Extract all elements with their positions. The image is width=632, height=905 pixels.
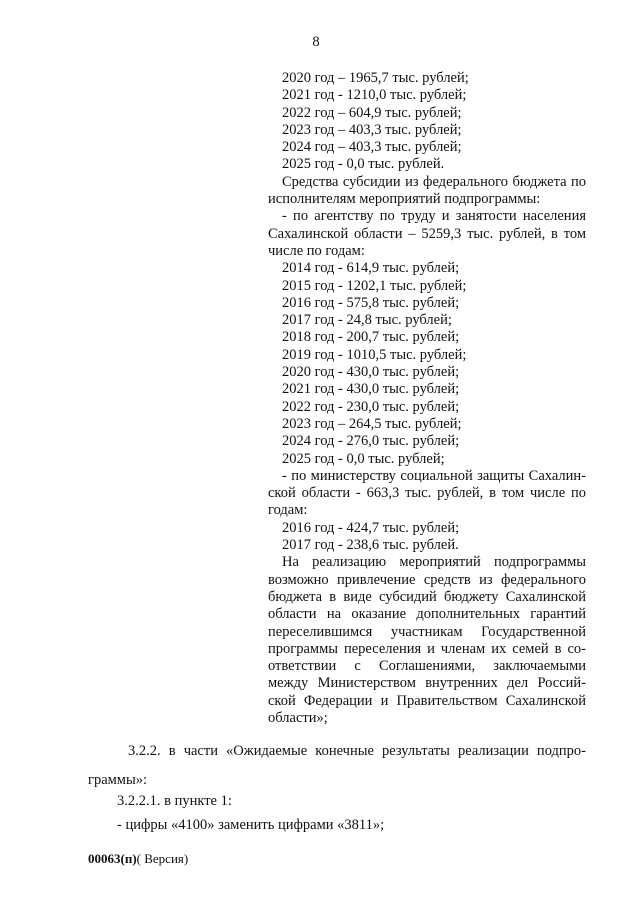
column-line: 2017 год - 238,6 тыс. рублей. — [282, 537, 459, 554]
column-line: Средства субсидии из федерального бюджета по — [282, 173, 586, 190]
column-line: бюджета в виде субсидий бюджету Сахалинской — [268, 588, 586, 605]
column-line: 2022 год - 230,0 тыс. рублей; — [282, 398, 460, 415]
column-line: 2016 год - 575,8 тыс. рублей; — [282, 294, 460, 311]
column-line: ской области - 663,3 тыс. рублей, в том числе по — [268, 485, 586, 502]
column-line: возможно привлечение средств из федерального — [268, 571, 586, 588]
column-line: области»; — [268, 709, 328, 726]
paragraph-3-2-2-line-1: 3.2.2. в части «Ожидаемые конечные результаты реализации подпро- — [128, 743, 586, 759]
page-number: 8 — [312, 34, 320, 50]
column-line: Сахалинской области – 5259,3 тыс. рублей, в том — [268, 225, 586, 242]
column-line: исполнителям мероприятий подпрограммы: — [268, 191, 541, 208]
paragraph-replace-digits-text: - цифры «4100» заменить цифрами «3811»; — [117, 817, 385, 833]
column-line: программы переселения и членам их семей в со- — [268, 640, 586, 657]
column-line: ской Федерации и Правительством Сахалинской — [268, 692, 586, 709]
column-line: 2023 год – 264,5 тыс. рублей; — [282, 415, 462, 432]
paragraph-3-2-2-line-2: граммы»: — [88, 772, 148, 788]
column-line: ответствии с Соглашениями, заключаемыми — [268, 658, 586, 675]
column-line: 2025 год - 0,0 тыс. рублей. — [282, 156, 445, 173]
column-line: числе по годам: — [268, 242, 365, 259]
paragraph-3-2-2-1 — [88, 793, 615, 810]
column-line: переселившимся участникам Государственной — [268, 623, 586, 640]
column-line: На реализацию мероприятий подпрограммы — [282, 554, 586, 571]
column-line: 2022 год – 604,9 тыс. рублей; — [282, 104, 462, 121]
column-line: между Министерством внутренних дел Россий- — [268, 675, 586, 692]
column-line: 2020 год - 430,0 тыс. рублей; — [282, 364, 460, 381]
column-line: 2018 год - 200,7 тыс. рублей; — [282, 329, 460, 346]
column-line: 2014 год - 614,9 тыс. рублей; — [282, 260, 460, 277]
column-line: 2017 год - 24,8 тыс. рублей; — [282, 312, 452, 329]
column-line: 2025 год - 0,0 тыс. рублей; — [282, 450, 445, 467]
funding-details-column — [268, 70, 586, 727]
column-line: области на оказание дополнительных гарантий — [268, 606, 586, 623]
paragraph-3-2-2-1-text: 3.2.2.1. в пункте 1: — [117, 793, 232, 809]
column-line: 2021 год - 430,0 тыс. рублей; — [282, 381, 460, 398]
column-line: 2024 год – 403,3 тыс. рублей; — [282, 139, 462, 156]
document-footer — [88, 851, 188, 867]
column-line: - по министерству социальной защиты Сахалин- — [282, 467, 586, 484]
column-line: 2019 год - 1010,5 тыс. рублей; — [282, 346, 467, 363]
paragraph-replace-digits — [88, 817, 615, 834]
column-line: 2021 год - 1210,0 тыс. рублей; — [282, 87, 467, 104]
column-line: 2015 год - 1202,1 тыс. рублей; — [282, 277, 467, 294]
column-line: 2023 год – 403,3 тыс. рублей; — [282, 121, 462, 138]
column-line: 2020 год – 1965,7 тыс. рублей; — [282, 70, 469, 86]
column-line: 2016 год - 424,7 тыс. рублей; — [282, 519, 460, 536]
document-version: ( Версия) — [136, 851, 189, 866]
column-line: годам: — [268, 502, 308, 519]
column-line: - по агентству по труду и занятости населения — [282, 208, 586, 225]
document-code: 00063(п) — [88, 851, 137, 866]
paragraph-3-2-2 — [88, 737, 586, 795]
column-line: 2024 год - 276,0 тыс. рублей; — [282, 433, 460, 450]
